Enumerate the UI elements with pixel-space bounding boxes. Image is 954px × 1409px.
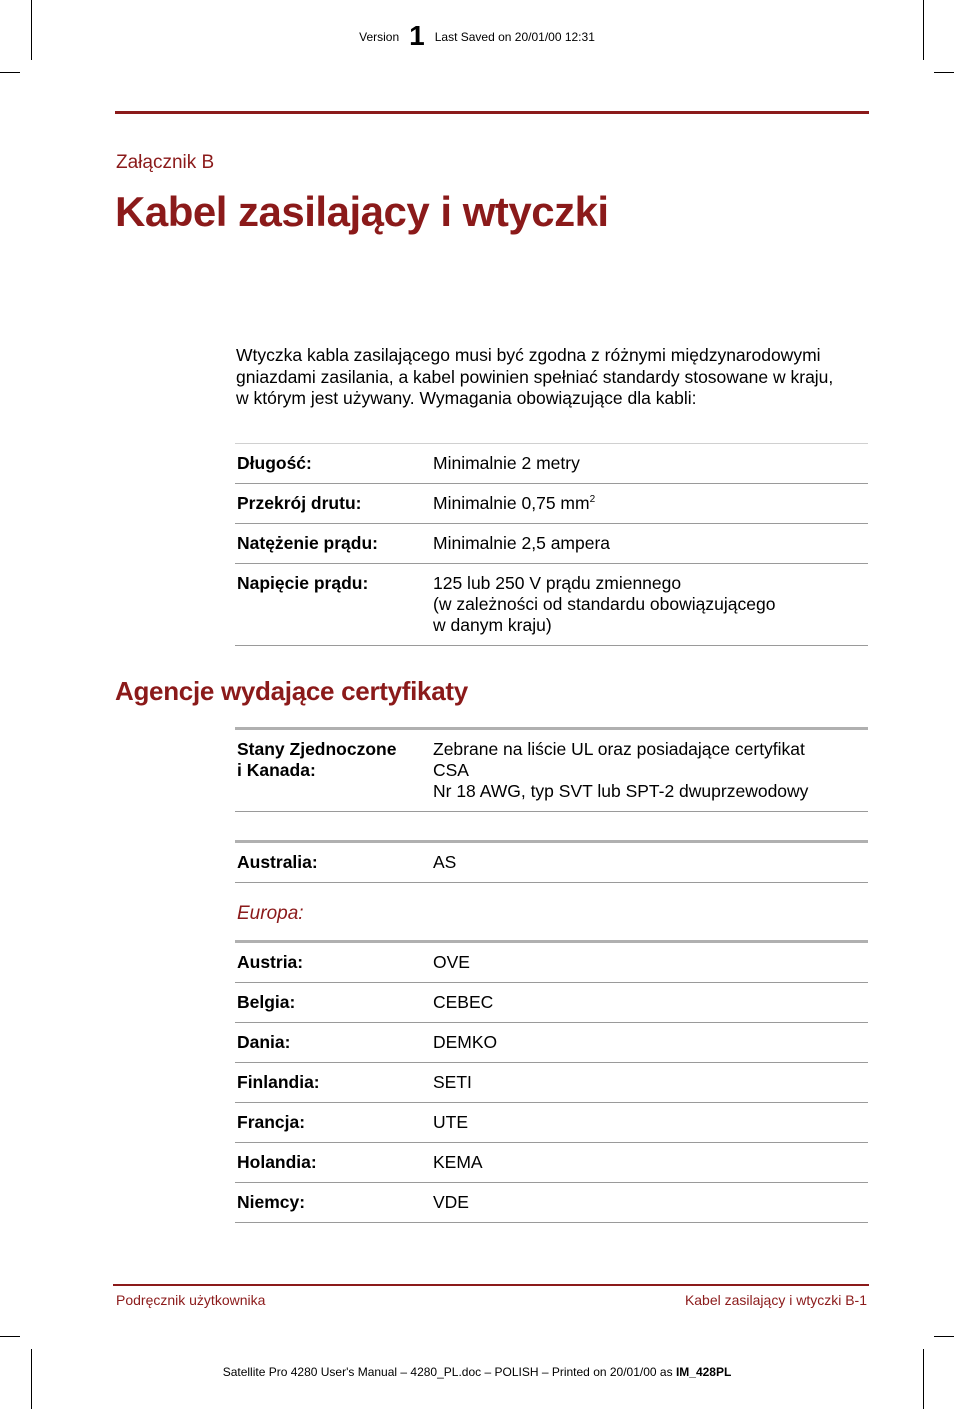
page-title: Kabel zasilający i wtyczki	[115, 188, 609, 235]
row-value: DEMKO	[431, 1023, 868, 1063]
value-line: Nr 18 AWG, typ SVT lub SPT-2 dwuprzewodowy	[433, 781, 809, 801]
table-row	[235, 524, 868, 564]
footer-right: Kabel zasilający i wtyczki B-1	[684, 1292, 867, 1308]
table-row	[235, 564, 868, 646]
row-value: KEMA	[431, 1143, 868, 1183]
crop-mark	[934, 1336, 954, 1337]
last-saved: Last Saved on 20/01/00 12:31	[434, 30, 595, 44]
value-line: w danym kraju)	[433, 615, 552, 635]
value-text: Minimalnie 0,75 mm	[433, 493, 590, 513]
row-value	[431, 729, 868, 812]
crop-mark	[934, 72, 954, 73]
europe-heading: Europa:	[237, 903, 304, 924]
table-row	[235, 1023, 868, 1063]
value-line: (w zależności od standardu obowiązującego	[433, 594, 776, 614]
row-value: Minimalnie 2 metry	[431, 444, 868, 484]
label-line: Stany Zjednoczone	[237, 739, 397, 759]
table-row	[235, 1103, 868, 1143]
row-value: VDE	[431, 1183, 868, 1223]
table-row	[235, 942, 868, 983]
row-value	[431, 484, 868, 524]
row-label: Dania:	[235, 1023, 431, 1063]
row-value: CEBEC	[431, 983, 868, 1023]
print-code: IM_428PL	[675, 1365, 732, 1379]
bottom-rule	[113, 1284, 869, 1286]
row-label: Francja:	[235, 1103, 431, 1143]
row-label: Holandia:	[235, 1143, 431, 1183]
value-line: CSA	[433, 760, 469, 780]
top-rule	[115, 111, 869, 114]
superscript: 2	[589, 494, 596, 505]
table-row	[235, 729, 868, 812]
row-label: Długość:	[235, 444, 431, 484]
australia-table	[235, 840, 868, 883]
row-value: SETI	[431, 1063, 868, 1103]
table-row	[235, 1143, 868, 1183]
row-label: Finlandia:	[235, 1063, 431, 1103]
us-canada-table	[235, 727, 868, 812]
value-line: Zebrane na liście UL oraz posiadające certyfikat	[433, 739, 805, 759]
agencies-heading: Agencje wydające certyfikaty	[115, 676, 468, 706]
row-label: Przekrój drutu:	[235, 484, 431, 524]
row-label: Natężenie prądu:	[235, 524, 431, 564]
value-line: 125 lub 250 V prądu zmiennego	[433, 573, 682, 593]
row-label	[235, 729, 431, 812]
table-row	[235, 1183, 868, 1223]
version-label: Version	[359, 30, 400, 44]
table-row	[235, 842, 868, 883]
requirements-table	[235, 443, 868, 646]
row-label: Niemcy:	[235, 1183, 431, 1223]
crop-mark	[0, 1336, 20, 1337]
table-row	[235, 1063, 868, 1103]
appendix-label: Załącznik B	[116, 152, 215, 173]
table-row	[235, 484, 868, 524]
row-value: AS	[431, 842, 868, 883]
crop-mark	[31, 1349, 32, 1409]
row-label: Australia:	[235, 842, 431, 883]
print-info	[0, 1365, 954, 1379]
table-row	[235, 444, 868, 484]
intro-paragraph: Wtyczka kabla zasilającego musi być zgodna z różnymi międzynarodowymi gniazdami zasilania, a kabel powinien spełniać standardy stosowane w kraju, w którym jest używany. Wymagania obowiązujące dla kabli:	[236, 345, 834, 408]
footer-left: Podręcznik użytkownika	[116, 1292, 266, 1308]
row-value: UTE	[431, 1103, 868, 1143]
row-label: Belgia:	[235, 983, 431, 1023]
row-value: OVE	[431, 942, 868, 983]
version-header	[0, 20, 954, 52]
row-value	[431, 564, 868, 646]
row-label: Napięcie prądu:	[235, 564, 431, 646]
row-label: Austria:	[235, 942, 431, 983]
crop-mark	[0, 72, 20, 73]
table-row	[235, 983, 868, 1023]
label-line: i Kanada:	[237, 760, 316, 780]
crop-mark	[923, 1349, 924, 1409]
row-value: Minimalnie 2,5 ampera	[431, 524, 868, 564]
europe-table	[235, 940, 868, 1223]
version-number: 1	[409, 20, 425, 51]
print-prefix: Satellite Pro 4280 User's Manual – 4280_PL.doc – POLISH – Printed on 20/01/00 as	[222, 1365, 676, 1379]
